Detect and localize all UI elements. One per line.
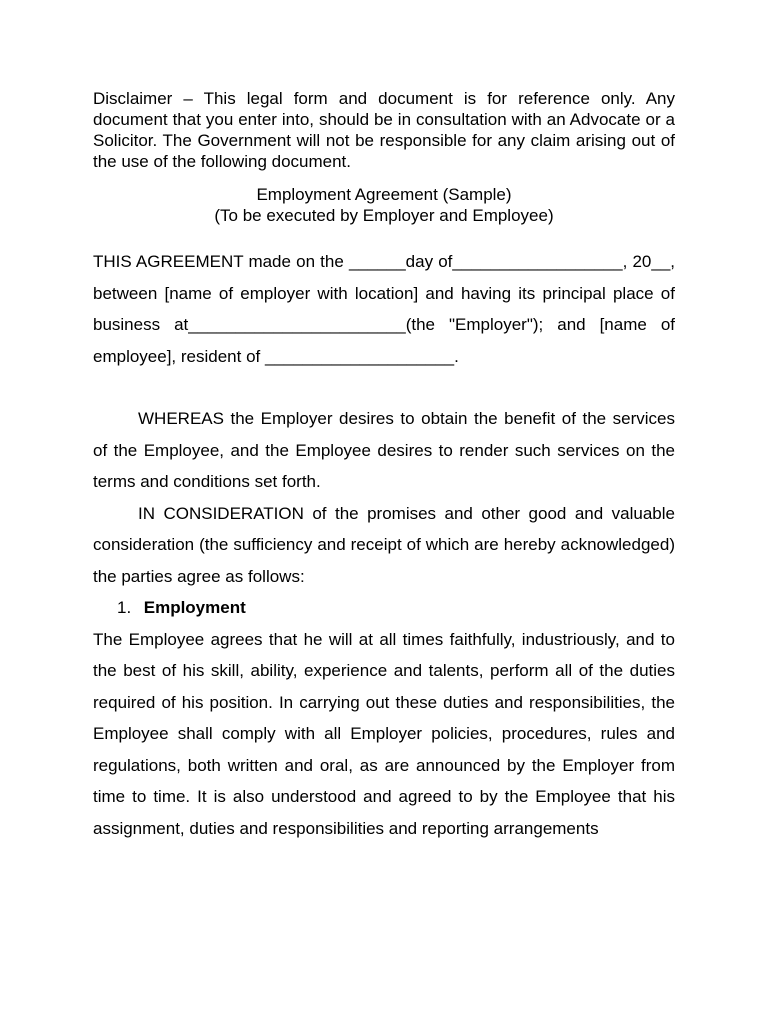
section-body-employment: The Employee agrees that he will at all times faithfully, industriously, and to the best of his skill, ability, experience and talents, perform all of the duties required of his position. In carrying out these duties and responsibilities, the Employee shall comply with all Employer policies, procedures, rules and regulations, both written and oral, as are announced by the Employer from time to time. It is also understood and agreed to by the Employee that his assignment, duties and responsibilities and reporting arrangements (93, 629, 675, 838)
section-number: 1. (117, 598, 132, 617)
section-title: Employment (143, 598, 246, 617)
recital-consideration: IN CONSIDERATION of the promises and other good and valuable consideration (the sufficiency and receipt of which are hereby acknowledged) the parties agree as follows: (93, 503, 675, 586)
agreement-intro: THIS AGREEMENT made on the ______day of__________________, 20__, between [name of employer with location] and having its principal place of business at_______________________(the "Employer"); and [name of employee], resident of ____________________. (93, 252, 675, 366)
title-line-2: (To be executed by Employer and Employee) (214, 206, 554, 225)
document-page (93, 88, 675, 844)
document-title (93, 184, 675, 226)
disclaimer-text: Disclaimer – This legal form and document is for reference only. Any document that you enter into, should be in consultation with an Advocate or a Solicitor. The Government will not be responsible for any claim arising out of the use of the following document. (93, 89, 675, 171)
recital-whereas: WHEREAS the Employer desires to obtain the benefit of the services of the Employee, and the Employee desires to render such services on the terms and conditions set forth. (93, 409, 675, 491)
section-heading-employment (93, 592, 675, 624)
title-line-1: Employment Agreement (Sample) (256, 185, 512, 204)
paragraph-spacer (93, 372, 675, 403)
